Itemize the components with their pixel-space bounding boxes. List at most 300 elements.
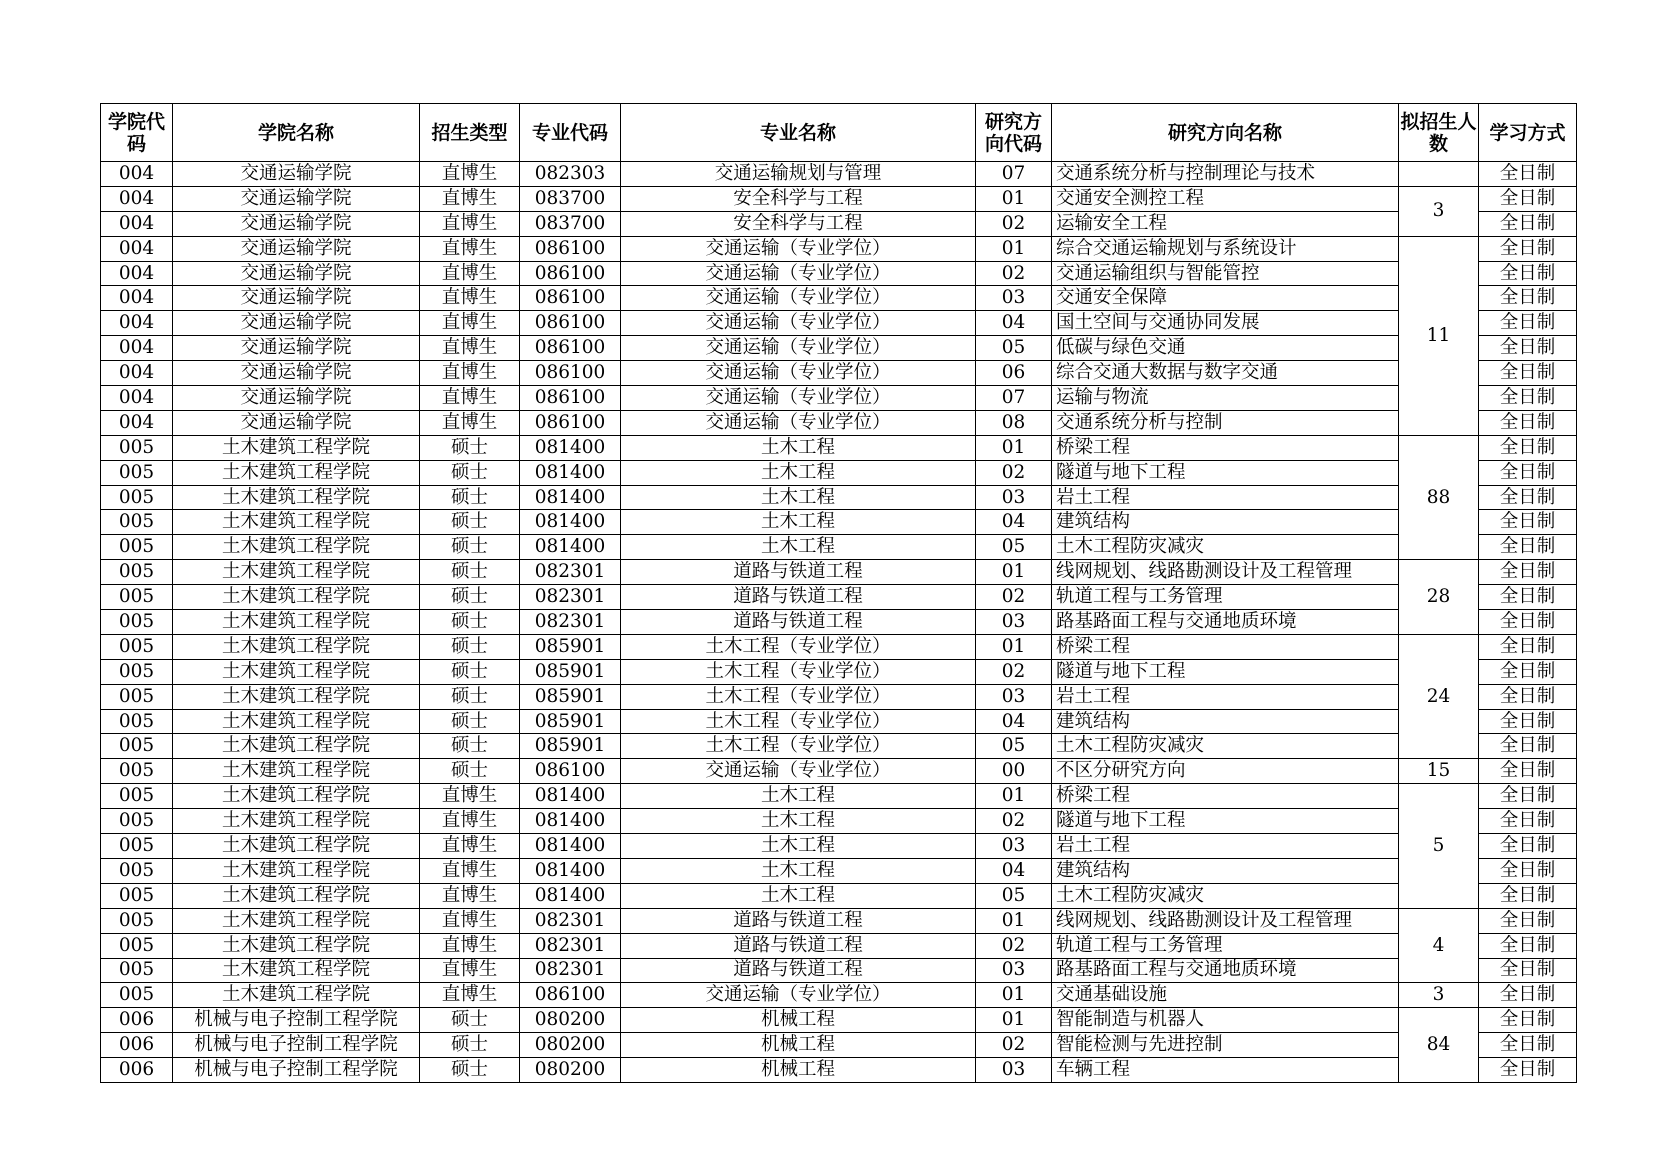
cell-major-name: 土木工程 bbox=[621, 834, 976, 859]
cell-enroll-type: 硕士 bbox=[420, 634, 520, 659]
table-row bbox=[101, 659, 1577, 684]
cell-direction-code: 05 bbox=[976, 336, 1052, 361]
cell-direction-name: 桥梁工程 bbox=[1052, 634, 1399, 659]
cell-direction-name: 岩土工程 bbox=[1052, 485, 1399, 510]
cell-direction-name: 岩土工程 bbox=[1052, 684, 1399, 709]
cell-direction-name: 不区分研究方向 bbox=[1052, 759, 1399, 784]
cell-direction-name: 隧道与地下工程 bbox=[1052, 460, 1399, 485]
cell-direction-name: 运输与物流 bbox=[1052, 386, 1399, 411]
cell-college-code: 005 bbox=[101, 908, 173, 933]
cell-major-name: 道路与铁道工程 bbox=[621, 908, 976, 933]
cell-enroll-type: 直博生 bbox=[420, 858, 520, 883]
cell-direction-code: 04 bbox=[976, 510, 1052, 535]
cell-enroll-type: 硕士 bbox=[420, 535, 520, 560]
cell-enroll-type: 直博生 bbox=[420, 211, 520, 236]
cell-college-name: 土木建筑工程学院 bbox=[173, 883, 420, 908]
cell-direction-code: 02 bbox=[976, 809, 1052, 834]
cell-direction-name: 土木工程防灾减灾 bbox=[1052, 883, 1399, 908]
cell-direction-name: 路基路面工程与交通地质环境 bbox=[1052, 958, 1399, 983]
cell-college-code: 005 bbox=[101, 460, 173, 485]
cell-college-name: 机械与电子控制工程学院 bbox=[173, 1008, 420, 1033]
cell-enroll-type: 硕士 bbox=[420, 1008, 520, 1033]
cell-college-code: 004 bbox=[101, 162, 173, 187]
table-row bbox=[101, 585, 1577, 610]
cell-college-code: 005 bbox=[101, 610, 173, 635]
cell-quota: 84 bbox=[1399, 1008, 1479, 1083]
cell-quota: 28 bbox=[1399, 560, 1479, 635]
table-row bbox=[101, 410, 1577, 435]
cell-college-code: 006 bbox=[101, 1058, 173, 1083]
cell-enroll-type: 硕士 bbox=[420, 759, 520, 784]
cell-direction-name: 轨道工程与工务管理 bbox=[1052, 933, 1399, 958]
cell-study-mode: 全日制 bbox=[1479, 1033, 1577, 1058]
cell-college-name: 交通运输学院 bbox=[173, 162, 420, 187]
cell-study-mode: 全日制 bbox=[1479, 883, 1577, 908]
cell-major-name: 道路与铁道工程 bbox=[621, 610, 976, 635]
cell-major-code: 086100 bbox=[520, 236, 621, 261]
cell-major-name: 交通运输（专业学位） bbox=[621, 336, 976, 361]
cell-enroll-type: 硕士 bbox=[420, 460, 520, 485]
cell-direction-code: 01 bbox=[976, 186, 1052, 211]
cell-study-mode: 全日制 bbox=[1479, 162, 1577, 187]
cell-major-name: 交通运输（专业学位） bbox=[621, 286, 976, 311]
cell-study-mode: 全日制 bbox=[1479, 933, 1577, 958]
cell-study-mode: 全日制 bbox=[1479, 560, 1577, 585]
cell-direction-code: 01 bbox=[976, 983, 1052, 1008]
cell-major-code: 086100 bbox=[520, 361, 621, 386]
cell-major-name: 交通运输（专业学位） bbox=[621, 361, 976, 386]
cell-major-name: 交通运输（专业学位） bbox=[621, 983, 976, 1008]
cell-major-name: 道路与铁道工程 bbox=[621, 560, 976, 585]
cell-direction-code: 03 bbox=[976, 1058, 1052, 1083]
cell-college-name: 交通运输学院 bbox=[173, 261, 420, 286]
cell-college-code: 005 bbox=[101, 684, 173, 709]
cell-enroll-type: 直博生 bbox=[420, 908, 520, 933]
cell-major-code: 082301 bbox=[520, 610, 621, 635]
cell-college-name: 土木建筑工程学院 bbox=[173, 908, 420, 933]
cell-major-name: 土木工程 bbox=[621, 535, 976, 560]
cell-major-name: 交通运输（专业学位） bbox=[621, 759, 976, 784]
table-row bbox=[101, 162, 1577, 187]
cell-major-code: 081400 bbox=[520, 858, 621, 883]
cell-major-name: 土木工程 bbox=[621, 883, 976, 908]
cell-major-code: 080200 bbox=[520, 1008, 621, 1033]
cell-college-code: 005 bbox=[101, 585, 173, 610]
cell-college-name: 土木建筑工程学院 bbox=[173, 734, 420, 759]
cell-major-name: 道路与铁道工程 bbox=[621, 958, 976, 983]
table-row bbox=[101, 186, 1577, 211]
cell-college-code: 005 bbox=[101, 759, 173, 784]
table-row bbox=[101, 983, 1577, 1008]
cell-college-name: 交通运输学院 bbox=[173, 386, 420, 411]
cell-college-code: 005 bbox=[101, 858, 173, 883]
table-row bbox=[101, 958, 1577, 983]
header-college-code: 学院代码 bbox=[101, 104, 173, 162]
cell-direction-name: 建筑结构 bbox=[1052, 510, 1399, 535]
cell-major-name: 交通运输（专业学位） bbox=[621, 410, 976, 435]
cell-direction-code: 02 bbox=[976, 261, 1052, 286]
cell-major-name: 交通运输（专业学位） bbox=[621, 311, 976, 336]
cell-study-mode: 全日制 bbox=[1479, 709, 1577, 734]
cell-college-code: 005 bbox=[101, 834, 173, 859]
table-body bbox=[101, 162, 1577, 1083]
cell-major-code: 081400 bbox=[520, 510, 621, 535]
cell-college-name: 土木建筑工程学院 bbox=[173, 634, 420, 659]
table-row bbox=[101, 709, 1577, 734]
cell-direction-code: 07 bbox=[976, 386, 1052, 411]
cell-study-mode: 全日制 bbox=[1479, 311, 1577, 336]
table-row bbox=[101, 460, 1577, 485]
table-row bbox=[101, 261, 1577, 286]
cell-quota: 5 bbox=[1399, 784, 1479, 908]
cell-major-code: 085901 bbox=[520, 734, 621, 759]
cell-college-code: 005 bbox=[101, 560, 173, 585]
cell-major-name: 土木工程 bbox=[621, 485, 976, 510]
cell-major-code: 081400 bbox=[520, 435, 621, 460]
cell-quota bbox=[1399, 162, 1479, 187]
table-row bbox=[101, 535, 1577, 560]
header-row bbox=[101, 104, 1577, 162]
table-row bbox=[101, 634, 1577, 659]
cell-direction-code: 02 bbox=[976, 585, 1052, 610]
cell-college-name: 土木建筑工程学院 bbox=[173, 784, 420, 809]
cell-enroll-type: 硕士 bbox=[420, 585, 520, 610]
cell-study-mode: 全日制 bbox=[1479, 386, 1577, 411]
cell-major-code: 086100 bbox=[520, 311, 621, 336]
cell-enroll-type: 直博生 bbox=[420, 261, 520, 286]
cell-study-mode: 全日制 bbox=[1479, 1008, 1577, 1033]
cell-major-code: 085901 bbox=[520, 709, 621, 734]
cell-enroll-type: 硕士 bbox=[420, 435, 520, 460]
cell-direction-name: 交通系统分析与控制 bbox=[1052, 410, 1399, 435]
cell-major-name: 安全科学与工程 bbox=[621, 211, 976, 236]
table-row bbox=[101, 560, 1577, 585]
cell-direction-code: 02 bbox=[976, 460, 1052, 485]
cell-direction-code: 03 bbox=[976, 485, 1052, 510]
cell-study-mode: 全日制 bbox=[1479, 361, 1577, 386]
table-row bbox=[101, 684, 1577, 709]
cell-study-mode: 全日制 bbox=[1479, 784, 1577, 809]
cell-college-code: 005 bbox=[101, 809, 173, 834]
cell-college-code: 005 bbox=[101, 659, 173, 684]
cell-direction-name: 交通系统分析与控制理论与技术 bbox=[1052, 162, 1399, 187]
cell-enroll-type: 硕士 bbox=[420, 659, 520, 684]
cell-enroll-type: 直博生 bbox=[420, 958, 520, 983]
cell-study-mode: 全日制 bbox=[1479, 834, 1577, 859]
cell-college-code: 005 bbox=[101, 485, 173, 510]
table-row bbox=[101, 510, 1577, 535]
cell-quota: 3 bbox=[1399, 983, 1479, 1008]
cell-college-code: 006 bbox=[101, 1008, 173, 1033]
cell-college-name: 土木建筑工程学院 bbox=[173, 709, 420, 734]
cell-major-code: 082301 bbox=[520, 933, 621, 958]
cell-enroll-type: 直博生 bbox=[420, 386, 520, 411]
cell-major-code: 086100 bbox=[520, 759, 621, 784]
cell-major-code: 082303 bbox=[520, 162, 621, 187]
cell-major-code: 086100 bbox=[520, 410, 621, 435]
enrollment-table bbox=[100, 103, 1577, 1083]
cell-college-name: 交通运输学院 bbox=[173, 236, 420, 261]
cell-study-mode: 全日制 bbox=[1479, 186, 1577, 211]
cell-college-code: 004 bbox=[101, 236, 173, 261]
table-row bbox=[101, 1033, 1577, 1058]
cell-direction-name: 建筑结构 bbox=[1052, 858, 1399, 883]
cell-major-code: 083700 bbox=[520, 186, 621, 211]
cell-college-code: 005 bbox=[101, 983, 173, 1008]
cell-direction-name: 交通安全测控工程 bbox=[1052, 186, 1399, 211]
cell-college-name: 土木建筑工程学院 bbox=[173, 809, 420, 834]
cell-major-code: 085901 bbox=[520, 659, 621, 684]
cell-direction-code: 04 bbox=[976, 709, 1052, 734]
cell-major-name: 土木工程（专业学位） bbox=[621, 734, 976, 759]
cell-college-name: 土木建筑工程学院 bbox=[173, 659, 420, 684]
cell-major-code: 086100 bbox=[520, 983, 621, 1008]
cell-direction-name: 建筑结构 bbox=[1052, 709, 1399, 734]
cell-direction-code: 01 bbox=[976, 908, 1052, 933]
cell-direction-code: 03 bbox=[976, 834, 1052, 859]
header-study-mode: 学习方式 bbox=[1479, 104, 1577, 162]
header-college-name: 学院名称 bbox=[173, 104, 420, 162]
cell-enroll-type: 直博生 bbox=[420, 809, 520, 834]
cell-direction-name: 交通运输组织与智能管控 bbox=[1052, 261, 1399, 286]
cell-enroll-type: 直博生 bbox=[420, 361, 520, 386]
table-row bbox=[101, 311, 1577, 336]
cell-major-name: 交通运输规划与管理 bbox=[621, 162, 976, 187]
cell-college-code: 005 bbox=[101, 883, 173, 908]
cell-study-mode: 全日制 bbox=[1479, 261, 1577, 286]
cell-study-mode: 全日制 bbox=[1479, 535, 1577, 560]
table-row bbox=[101, 361, 1577, 386]
table-row bbox=[101, 834, 1577, 859]
table-row bbox=[101, 236, 1577, 261]
cell-study-mode: 全日制 bbox=[1479, 211, 1577, 236]
cell-direction-code: 01 bbox=[976, 634, 1052, 659]
cell-enroll-type: 硕士 bbox=[420, 610, 520, 635]
cell-major-code: 081400 bbox=[520, 535, 621, 560]
cell-major-name: 土木工程 bbox=[621, 858, 976, 883]
cell-college-code: 005 bbox=[101, 709, 173, 734]
cell-major-name: 土木工程 bbox=[621, 435, 976, 460]
cell-major-code: 080200 bbox=[520, 1058, 621, 1083]
cell-college-name: 机械与电子控制工程学院 bbox=[173, 1033, 420, 1058]
cell-direction-name: 轨道工程与工务管理 bbox=[1052, 585, 1399, 610]
cell-college-name: 土木建筑工程学院 bbox=[173, 460, 420, 485]
cell-major-code: 085901 bbox=[520, 634, 621, 659]
cell-study-mode: 全日制 bbox=[1479, 809, 1577, 834]
cell-major-code: 081400 bbox=[520, 485, 621, 510]
cell-direction-name: 国土空间与交通协同发展 bbox=[1052, 311, 1399, 336]
cell-study-mode: 全日制 bbox=[1479, 1058, 1577, 1083]
header-direction-code: 研究方向代码 bbox=[976, 104, 1052, 162]
cell-major-name: 安全科学与工程 bbox=[621, 186, 976, 211]
cell-study-mode: 全日制 bbox=[1479, 435, 1577, 460]
cell-major-code: 081400 bbox=[520, 883, 621, 908]
table-row bbox=[101, 734, 1577, 759]
cell-major-code: 082301 bbox=[520, 958, 621, 983]
cell-direction-code: 02 bbox=[976, 933, 1052, 958]
cell-study-mode: 全日制 bbox=[1479, 485, 1577, 510]
cell-college-code: 004 bbox=[101, 386, 173, 411]
cell-college-name: 土木建筑工程学院 bbox=[173, 585, 420, 610]
cell-college-name: 交通运输学院 bbox=[173, 361, 420, 386]
cell-college-name: 土木建筑工程学院 bbox=[173, 834, 420, 859]
cell-direction-code: 04 bbox=[976, 311, 1052, 336]
cell-study-mode: 全日制 bbox=[1479, 610, 1577, 635]
cell-major-name: 机械工程 bbox=[621, 1033, 976, 1058]
cell-college-code: 004 bbox=[101, 286, 173, 311]
cell-college-name: 土木建筑工程学院 bbox=[173, 858, 420, 883]
cell-direction-code: 00 bbox=[976, 759, 1052, 784]
cell-college-name: 土木建筑工程学院 bbox=[173, 983, 420, 1008]
cell-college-name: 交通运输学院 bbox=[173, 186, 420, 211]
cell-study-mode: 全日制 bbox=[1479, 236, 1577, 261]
cell-direction-name: 车辆工程 bbox=[1052, 1058, 1399, 1083]
cell-direction-name: 综合交通运输规划与系统设计 bbox=[1052, 236, 1399, 261]
cell-major-name: 机械工程 bbox=[621, 1008, 976, 1033]
cell-quota: 3 bbox=[1399, 186, 1479, 236]
cell-college-code: 005 bbox=[101, 958, 173, 983]
cell-direction-name: 土木工程防灾减灾 bbox=[1052, 734, 1399, 759]
cell-enroll-type: 直博生 bbox=[420, 311, 520, 336]
cell-quota: 15 bbox=[1399, 759, 1479, 784]
cell-direction-name: 路基路面工程与交通地质环境 bbox=[1052, 610, 1399, 635]
cell-direction-name: 运输安全工程 bbox=[1052, 211, 1399, 236]
cell-direction-code: 01 bbox=[976, 560, 1052, 585]
cell-direction-code: 03 bbox=[976, 610, 1052, 635]
cell-study-mode: 全日制 bbox=[1479, 858, 1577, 883]
cell-study-mode: 全日制 bbox=[1479, 585, 1577, 610]
table-row bbox=[101, 435, 1577, 460]
cell-enroll-type: 硕士 bbox=[420, 1058, 520, 1083]
table-row bbox=[101, 211, 1577, 236]
table-row bbox=[101, 809, 1577, 834]
cell-direction-code: 02 bbox=[976, 1033, 1052, 1058]
cell-enroll-type: 直博生 bbox=[420, 410, 520, 435]
cell-direction-name: 桥梁工程 bbox=[1052, 435, 1399, 460]
cell-major-code: 083700 bbox=[520, 211, 621, 236]
cell-direction-code: 04 bbox=[976, 858, 1052, 883]
cell-college-code: 005 bbox=[101, 784, 173, 809]
cell-study-mode: 全日制 bbox=[1479, 410, 1577, 435]
cell-study-mode: 全日制 bbox=[1479, 983, 1577, 1008]
cell-major-code: 086100 bbox=[520, 386, 621, 411]
cell-college-code: 005 bbox=[101, 510, 173, 535]
cell-major-name: 机械工程 bbox=[621, 1058, 976, 1083]
cell-college-name: 土木建筑工程学院 bbox=[173, 958, 420, 983]
cell-college-code: 005 bbox=[101, 734, 173, 759]
cell-college-name: 机械与电子控制工程学院 bbox=[173, 1058, 420, 1083]
cell-college-code: 004 bbox=[101, 261, 173, 286]
cell-enroll-type: 直博生 bbox=[420, 162, 520, 187]
cell-study-mode: 全日制 bbox=[1479, 286, 1577, 311]
cell-college-name: 交通运输学院 bbox=[173, 311, 420, 336]
table-row bbox=[101, 485, 1577, 510]
table-row bbox=[101, 858, 1577, 883]
cell-quota: 11 bbox=[1399, 236, 1479, 435]
cell-quota: 4 bbox=[1399, 908, 1479, 983]
table-row bbox=[101, 933, 1577, 958]
cell-college-code: 006 bbox=[101, 1033, 173, 1058]
cell-direction-code: 02 bbox=[976, 659, 1052, 684]
cell-direction-name: 岩土工程 bbox=[1052, 834, 1399, 859]
cell-direction-name: 综合交通大数据与数字交通 bbox=[1052, 361, 1399, 386]
cell-college-name: 交通运输学院 bbox=[173, 336, 420, 361]
cell-college-name: 交通运输学院 bbox=[173, 410, 420, 435]
cell-major-name: 道路与铁道工程 bbox=[621, 585, 976, 610]
cell-direction-name: 低碳与绿色交通 bbox=[1052, 336, 1399, 361]
cell-college-name: 交通运输学院 bbox=[173, 286, 420, 311]
cell-direction-name: 交通安全保障 bbox=[1052, 286, 1399, 311]
table-row bbox=[101, 1058, 1577, 1083]
cell-college-name: 土木建筑工程学院 bbox=[173, 535, 420, 560]
cell-major-code: 081400 bbox=[520, 834, 621, 859]
cell-college-code: 004 bbox=[101, 336, 173, 361]
cell-major-name: 土木工程（专业学位） bbox=[621, 684, 976, 709]
cell-major-name: 土木工程（专业学位） bbox=[621, 659, 976, 684]
cell-enroll-type: 直博生 bbox=[420, 784, 520, 809]
table-row bbox=[101, 784, 1577, 809]
cell-college-code: 005 bbox=[101, 933, 173, 958]
table-row bbox=[101, 908, 1577, 933]
cell-direction-code: 03 bbox=[976, 286, 1052, 311]
cell-major-code: 081400 bbox=[520, 809, 621, 834]
cell-college-code: 004 bbox=[101, 311, 173, 336]
table-row bbox=[101, 286, 1577, 311]
cell-direction-name: 隧道与地下工程 bbox=[1052, 809, 1399, 834]
cell-college-code: 004 bbox=[101, 361, 173, 386]
cell-direction-code: 08 bbox=[976, 410, 1052, 435]
cell-major-name: 土木工程 bbox=[621, 784, 976, 809]
header-major-name: 专业名称 bbox=[621, 104, 976, 162]
cell-college-code: 004 bbox=[101, 211, 173, 236]
cell-major-code: 086100 bbox=[520, 261, 621, 286]
cell-enroll-type: 直博生 bbox=[420, 883, 520, 908]
cell-direction-code: 03 bbox=[976, 684, 1052, 709]
cell-enroll-type: 直博生 bbox=[420, 286, 520, 311]
cell-direction-code: 02 bbox=[976, 211, 1052, 236]
cell-study-mode: 全日制 bbox=[1479, 908, 1577, 933]
cell-direction-name: 土木工程防灾减灾 bbox=[1052, 535, 1399, 560]
cell-major-code: 081400 bbox=[520, 784, 621, 809]
cell-direction-name: 桥梁工程 bbox=[1052, 784, 1399, 809]
cell-study-mode: 全日制 bbox=[1479, 659, 1577, 684]
cell-major-code: 082301 bbox=[520, 908, 621, 933]
cell-college-name: 土木建筑工程学院 bbox=[173, 933, 420, 958]
cell-college-name: 交通运输学院 bbox=[173, 211, 420, 236]
cell-major-code: 081400 bbox=[520, 460, 621, 485]
cell-college-code: 005 bbox=[101, 435, 173, 460]
cell-college-name: 土木建筑工程学院 bbox=[173, 435, 420, 460]
cell-major-name: 交通运输（专业学位） bbox=[621, 386, 976, 411]
cell-major-name: 土木工程 bbox=[621, 460, 976, 485]
cell-enroll-type: 直博生 bbox=[420, 983, 520, 1008]
cell-study-mode: 全日制 bbox=[1479, 684, 1577, 709]
cell-enroll-type: 硕士 bbox=[420, 1033, 520, 1058]
cell-college-name: 土木建筑工程学院 bbox=[173, 684, 420, 709]
cell-study-mode: 全日制 bbox=[1479, 336, 1577, 361]
cell-enroll-type: 硕士 bbox=[420, 684, 520, 709]
cell-major-name: 道路与铁道工程 bbox=[621, 933, 976, 958]
table-header bbox=[101, 104, 1577, 162]
cell-enroll-type: 直博生 bbox=[420, 236, 520, 261]
cell-enroll-type: 硕士 bbox=[420, 510, 520, 535]
header-enroll-type: 招生类型 bbox=[420, 104, 520, 162]
cell-college-name: 土木建筑工程学院 bbox=[173, 510, 420, 535]
table-row bbox=[101, 386, 1577, 411]
cell-direction-name: 线网规划、线路勘测设计及工程管理 bbox=[1052, 560, 1399, 585]
cell-direction-name: 线网规划、线路勘测设计及工程管理 bbox=[1052, 908, 1399, 933]
cell-enroll-type: 硕士 bbox=[420, 485, 520, 510]
